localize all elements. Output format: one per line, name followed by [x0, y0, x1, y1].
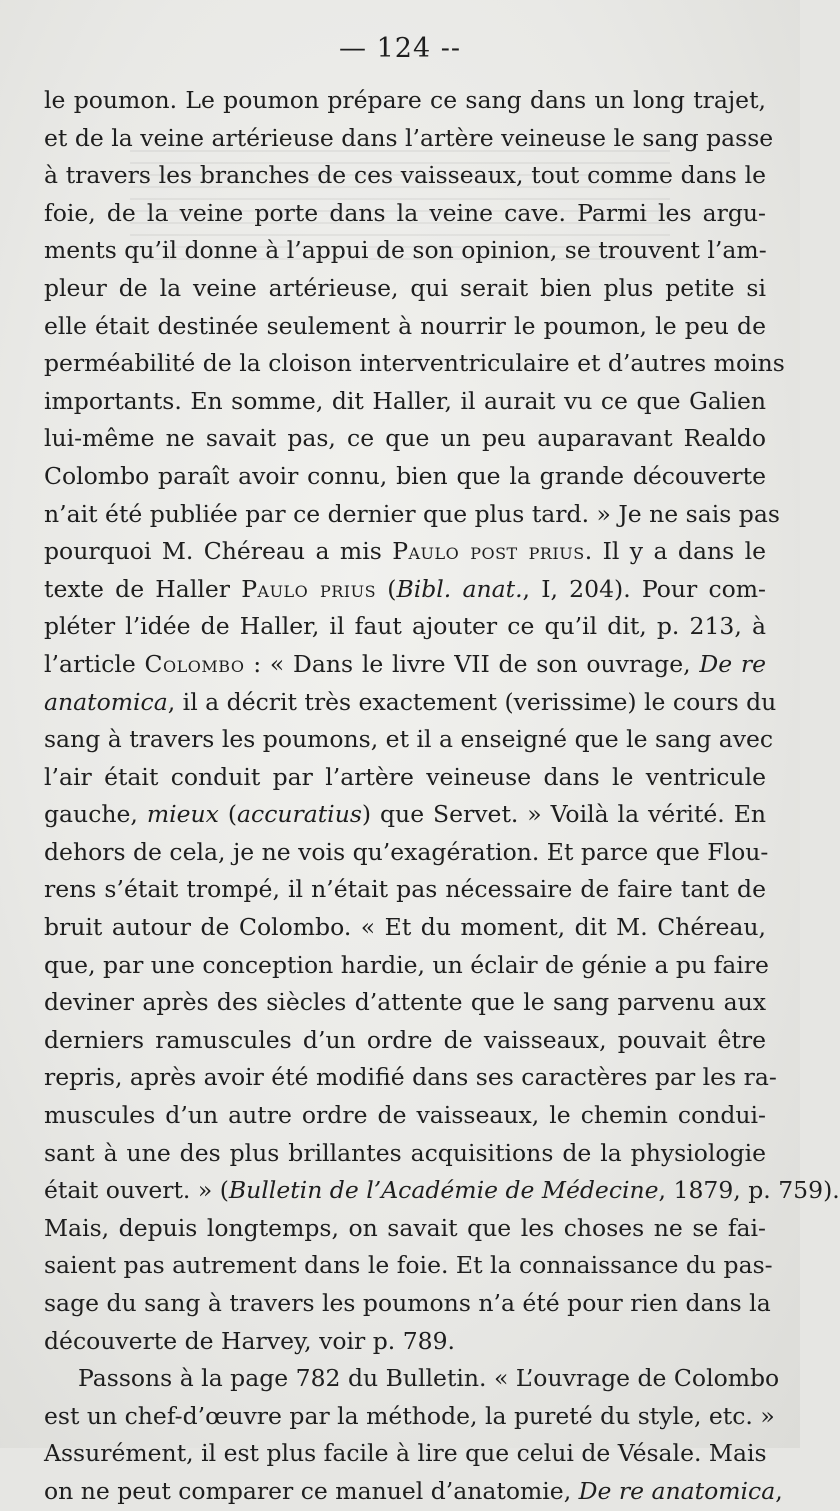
- text-segment: saient pas autrement dans le foie. Et la connaissance du pas-: [44, 1251, 773, 1280]
- text-segment: texte de Haller: [44, 574, 242, 603]
- text-segment: l’air était conduit par l’artère veineuse dans le ventricule: [44, 762, 766, 791]
- text-line: [44, 1285, 771, 1323]
- italic-text: anatomica: [44, 687, 168, 716]
- text-line: [44, 120, 774, 158]
- text-segment: , I, 204). Pour com-: [522, 574, 766, 603]
- text-line: [44, 834, 769, 872]
- text-segment: rens s’était trompé, il n’était pas nécessaire de faire tant de: [44, 875, 766, 904]
- text-segment: Colombo paraît avoir connu, bien que la grande découverte: [44, 461, 766, 490]
- text-line: [44, 157, 766, 195]
- italic-text: accuratius: [237, 800, 362, 829]
- text-line: [44, 1323, 766, 1361]
- text-segment: gauche,: [44, 800, 147, 829]
- text-line: [44, 1135, 766, 1173]
- text-line: [44, 984, 766, 1022]
- text-segment: bruit autour de Colombo. « Et du moment, dit M. Chéreau,: [44, 913, 766, 942]
- text-segment: sang à travers les poumons, et il a enseigné que le sang avec: [44, 725, 774, 754]
- text-segment: elle était destinée seulement à nourrir le poumon, le peu de: [44, 311, 766, 340]
- small-caps-text: Colombo: [144, 649, 245, 678]
- text-segment: pleur de la veine artérieuse, qui serait bien plus petite si: [44, 273, 766, 302]
- text-segment: derniers ramuscules d’un ordre de vaisseaux, pouvait être: [44, 1025, 766, 1054]
- text-line: [44, 533, 766, 571]
- text-line: [44, 608, 766, 646]
- text-segment: était ouvert. » (: [44, 1176, 229, 1205]
- body-text: [44, 82, 840, 1511]
- text-line: [44, 1059, 777, 1097]
- text-segment: Mais, depuis longtemps, on savait que les choses ne se fai-: [44, 1213, 766, 1242]
- italic-text: Bulletin de l’Académie de Médecine: [228, 1176, 659, 1205]
- text-segment: que, par une conception hardie, un éclair de génie a pu faire: [44, 950, 769, 979]
- text-line: [44, 458, 766, 496]
- text-segment: ,: [775, 1476, 783, 1505]
- text-line: [44, 232, 766, 270]
- text-line: [44, 1247, 773, 1285]
- text-segment: sant à une des plus brillantes acquisitions de la physiologie: [44, 1138, 766, 1167]
- text-segment: et de la veine artérieuse dans l’artère veineuse le sang passe: [44, 123, 774, 152]
- text-line: [44, 721, 774, 759]
- text-line: [44, 646, 766, 684]
- text-line: [44, 684, 777, 722]
- text-line: [44, 909, 766, 947]
- text-line: [44, 308, 766, 346]
- text-segment: (: [218, 800, 238, 829]
- small-caps-text: Paulo post prius: [392, 537, 585, 566]
- text-segment: ments qu’il donne à l’appui de son opinion, se trouvent l’am-: [44, 236, 767, 265]
- text-line: [44, 1172, 840, 1210]
- text-segment: deviner après des siècles d’attente que le sang parvenu aux: [44, 988, 766, 1017]
- text-line: [44, 759, 766, 797]
- text-segment: à travers les branches de ces vaisseaux, tout comme dans le: [44, 161, 766, 190]
- text-line: [44, 383, 766, 421]
- text-segment: lui-même ne savait pas, ce que un peu auparavant Realdo: [44, 424, 766, 453]
- text-line: [44, 345, 785, 383]
- text-segment: perméabilité de la cloison interventriculaire et d’autres moins: [44, 349, 785, 378]
- text-segment: , 1879, p. 759).: [658, 1176, 840, 1205]
- text-line: [44, 496, 780, 534]
- italic-text: De re anatomica: [578, 1476, 776, 1505]
- text-line: [44, 1435, 766, 1473]
- text-line: [44, 195, 766, 233]
- text-line: [44, 1210, 766, 1248]
- text-segment: Passons à la page 782 du Bulletin. « L’ouvrage de Colombo: [78, 1364, 780, 1393]
- text-segment: sage du sang à travers les poumons n’a été pour rien dans la: [44, 1289, 771, 1317]
- text-segment: (: [376, 574, 397, 603]
- text-line: [44, 1097, 766, 1135]
- text-line: [44, 1473, 783, 1511]
- text-segment: muscules d’un autre ordre de vaisseaux, le chemin condui-: [44, 1101, 766, 1130]
- text-line: [44, 1398, 775, 1436]
- text-segment: le poumon. Le poumon prépare ce sang dans un long trajet,: [44, 86, 766, 114]
- text-segment: l’article: [44, 649, 145, 678]
- text-segment: n’ait été publiée par ce dernier que plus tard. » Je ne sais pas: [44, 499, 780, 528]
- text-segment: découverte de Harvey, voir p. 789.: [44, 1326, 456, 1355]
- text-line: [44, 947, 769, 985]
- italic-text: De re: [699, 649, 767, 678]
- text-segment: dehors de cela, je ne vois qu’exagération. Et parce que Flou-: [44, 837, 769, 866]
- text-line: [44, 270, 766, 308]
- italic-text: mieux: [146, 800, 219, 829]
- italic-text: Bibl. anat.: [396, 574, 523, 603]
- text-segment: , il a décrit très exactement (verissime) le cours du: [167, 687, 777, 716]
- text-segment: repris, après avoir été modifié dans ses caractères par les ra-: [44, 1063, 777, 1092]
- text-segment: pourquoi M. Chéreau a mis: [44, 537, 393, 566]
- text-segment: foie, de la veine porte dans la veine cave. Parmi les argu-: [44, 198, 766, 227]
- text-line: [44, 571, 766, 609]
- text-segment: on ne peut comparer ce manuel d’anatomie,: [44, 1476, 579, 1505]
- text-segment: Assurément, il est plus facile à lire que celui de Vésale. Mais: [44, 1439, 767, 1468]
- text-line: [44, 1022, 766, 1060]
- text-segment: est un chef-d’œuvre par la méthode, la pureté du style, etc. »: [44, 1401, 775, 1430]
- text-line: [44, 420, 766, 458]
- page-number: — 124 --: [339, 33, 461, 64]
- text-segment: importants. En somme, dit Haller, il aurait vu ce que Galien: [44, 386, 766, 415]
- small-caps-text: Paulo prius: [241, 574, 377, 603]
- text-segment: . Il y a dans le: [584, 537, 766, 566]
- text-line: [44, 871, 766, 909]
- text-segment: ) que Servet. » Voilà la vérité. En: [361, 800, 766, 829]
- text-segment: pléter l’idée de Haller, il faut ajouter ce qu’il dit, p. 213, à: [44, 612, 766, 641]
- text-line: [44, 1360, 780, 1398]
- text-segment: : « Dans le livre VII de son ouvrage,: [244, 649, 700, 678]
- text-line: [44, 82, 766, 120]
- text-line: [44, 796, 766, 834]
